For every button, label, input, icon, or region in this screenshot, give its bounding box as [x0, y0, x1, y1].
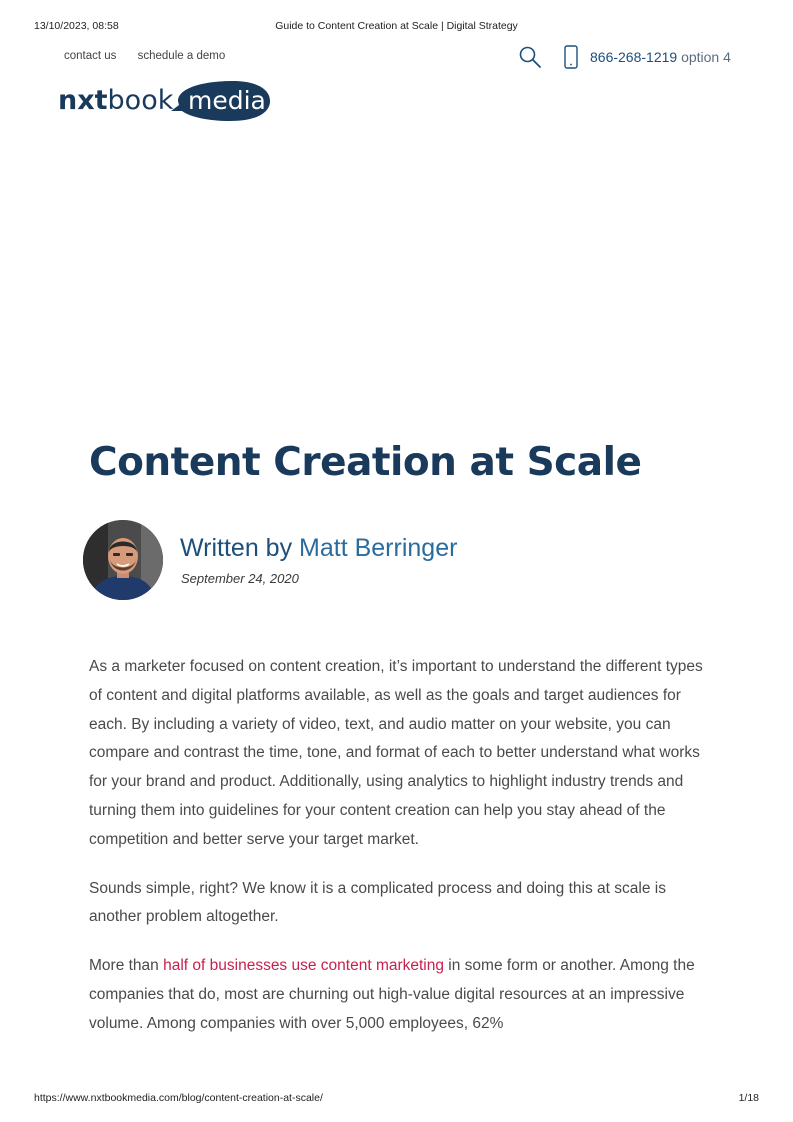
phone-number[interactable]: 866-268-1219	[590, 49, 678, 65]
logo-text-media: media	[188, 86, 266, 115]
svg-text:nxtbook	[58, 85, 174, 116]
nxtbook-media-logo[interactable]	[58, 78, 272, 124]
print-page-number: 1/18	[738, 1092, 759, 1104]
print-datetime: 13/10/2023, 08:58	[34, 20, 119, 32]
byline	[180, 534, 457, 563]
paragraph-text: in some form or another. Among the companies that do, most are churning out high-value digital resources at an impressive volume. Among companies with over 5,000 employees, 62%	[89, 957, 695, 1032]
schedule-demo-link[interactable]: schedule a demo	[137, 50, 226, 62]
paragraph-text: More than	[89, 957, 164, 975]
contact-us-link[interactable]: contact us	[64, 50, 117, 62]
print-footer	[0, 1092, 793, 1106]
paragraph: As a marketer focused on content creation, it’s important to understand the different types of content and digital platforms available, as well as the goals and target audiences for each. By including a variety of video, text, and audio matter on your website, you can compare and contrast the time, tone, and format of each to better understand what works for your brand and product. Additionally, using analytics to highlight industry trends and turning them into guidelines for your content creation can help you stay ahead of the competition and better serve your target market.	[89, 658, 703, 848]
content-marketing-link[interactable]: half of businesses use content marketing	[163, 957, 444, 975]
author-avatar	[83, 520, 163, 600]
paragraph	[89, 952, 714, 1038]
post-date: September 24, 2020	[181, 571, 299, 586]
logo-text-book: book	[107, 85, 174, 116]
article-body	[89, 653, 714, 1059]
print-header	[0, 20, 793, 34]
top-links	[64, 50, 243, 62]
phone-contact[interactable]	[590, 49, 731, 65]
byline-prefix: Written by	[180, 534, 293, 562]
author-link[interactable]: Matt Berringer	[299, 534, 458, 562]
logo-text-nxt: nxt	[58, 85, 108, 116]
article-title: Content Creation at Scale	[89, 440, 642, 485]
phone-option: option 4	[681, 49, 731, 65]
paragraph: Sounds simple, right? We know it is a complicated process and doing this at scale is another problem altogether.	[89, 879, 666, 926]
phone-icon	[563, 45, 579, 69]
print-url: https://www.nxtbookmedia.com/blog/content-creation-at-scale/	[34, 1092, 323, 1104]
print-doc-title: Guide to Content Creation at Scale | Digital Strategy	[275, 20, 518, 32]
search-icon[interactable]	[518, 45, 542, 69]
